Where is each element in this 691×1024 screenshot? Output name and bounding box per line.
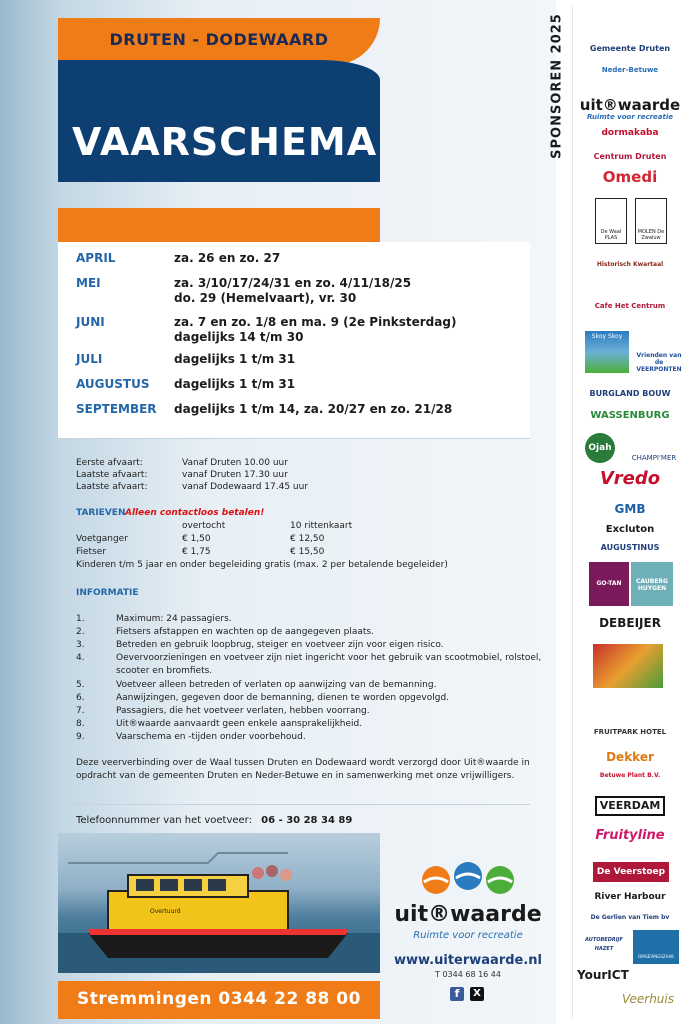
month-label: SEPTEMBER xyxy=(76,402,157,416)
sponsors-heading-wrap xyxy=(546,6,568,166)
info-number: 3. xyxy=(76,640,85,650)
sponsor-logo: Veerhuis xyxy=(621,992,674,1006)
sponsors-heading: SPONSOREN 2025 xyxy=(549,13,565,159)
info-text: Voetveer alleen betreden of verlaten op aanwijzing van de bemanning. xyxy=(116,680,437,690)
sponsor-logo: Omedi xyxy=(602,168,658,186)
month-dates: za. 26 en zo. 27 xyxy=(174,251,281,265)
sponsor-logo: DEBEIJER xyxy=(599,616,661,630)
schedule-header-bar xyxy=(58,208,380,242)
info-number: 6. xyxy=(76,693,85,703)
page-title: VAARSCHEMA xyxy=(72,120,378,164)
tariff-card: € 15,50 xyxy=(290,547,325,557)
info-text: Fietsers afstappen en wachten op de aangegeven plaats. xyxy=(116,627,374,637)
month-label: JULI xyxy=(76,352,103,366)
sponsor-logo: De Veerstoep xyxy=(593,862,669,882)
sponsor-logo: YourICT xyxy=(577,968,629,982)
title-panel xyxy=(58,60,380,182)
info-number: 1. xyxy=(76,614,85,624)
brand-waves-icon xyxy=(390,856,546,906)
sponsor-logo: Betuwe Plant B.V. xyxy=(599,772,661,779)
tariff-label: Voetganger xyxy=(76,534,128,544)
facebook-icon[interactable]: f xyxy=(450,987,464,1001)
tariffs-col-card: 10 rittenkaart xyxy=(290,521,353,531)
closure-banner xyxy=(58,981,380,1019)
tariff-single: € 1,75 xyxy=(182,547,211,557)
sponsor-logo: Vredo xyxy=(599,468,661,489)
info-number: 4. xyxy=(76,653,85,663)
brand-logo xyxy=(390,856,546,956)
info-number: 2. xyxy=(76,627,85,637)
sponsor-logo: GMB xyxy=(614,502,646,516)
departure-label: Laatste afvaart: xyxy=(76,470,148,480)
sponsor-logo: De Gerlien van Tiem bv xyxy=(590,914,670,921)
sponsor-logo: FRUITPARK HOTEL xyxy=(593,728,667,736)
info-text: Aanwijzingen, gegeven door de bemanning, dienen te worden opgevolgd. xyxy=(116,693,450,703)
tariff-single: € 1,50 xyxy=(182,534,211,544)
phone-number: 06 - 30 28 34 89 xyxy=(261,815,353,826)
month-dates: dagelijks 1 t/m 31 xyxy=(174,377,296,391)
sponsor-logo: Fruityline xyxy=(595,828,665,843)
brand-tagline: Ruimte voor recreatie xyxy=(413,930,523,941)
info-text: Passagiers, die het voetveer verlaten, hebben voorrang. xyxy=(116,706,370,716)
info-text: Maximum: 24 passagiers. xyxy=(116,614,232,624)
sponsor-logo: MOLEN De Zwaluw xyxy=(635,198,667,244)
divider xyxy=(58,804,530,805)
month-label: MEI xyxy=(76,276,101,290)
sponsor-logo: Vrienden van de VEERPONTEN xyxy=(636,352,682,373)
boat-name: Overtuurd xyxy=(150,908,181,915)
brand-website[interactable]: www.uiterwaarde.nl xyxy=(393,953,543,968)
brand-phone: T 0344 68 16 44 xyxy=(435,970,501,979)
sponsor-logo: Gemeente Druten xyxy=(589,44,671,53)
tariff-children: Kinderen t/m 5 jaar en onder begeleiding gratis (max. 2 per betalende begeleider) xyxy=(76,560,448,570)
sponsor-logo: dormakaba xyxy=(601,128,659,138)
month-label: JUNI xyxy=(76,315,105,329)
departure-label: Laatste afvaart: xyxy=(76,482,148,492)
fruit-image-icon xyxy=(593,644,663,688)
sponsor-logo: River Harbour xyxy=(594,892,666,902)
month-dates: za. 3/10/17/24/31 en zo. 4/11/18/25 xyxy=(174,276,412,290)
x-twitter-icon[interactable]: X xyxy=(470,987,484,1001)
schedule-panel xyxy=(58,242,530,438)
sponsor-logo: De Waal PLAS xyxy=(595,198,627,244)
sponsor-logo: VEERDAM xyxy=(595,796,665,816)
sponsor-column xyxy=(572,6,686,1018)
info-number: 9. xyxy=(76,732,85,742)
ferry-photo xyxy=(58,833,380,973)
info-number: 8. xyxy=(76,719,85,729)
sponsor-logo: Centrum Druten xyxy=(593,152,667,161)
sponsor-logo: WASSENBURG xyxy=(590,410,670,421)
sponsor-logo: Ruimte voor recreatie xyxy=(586,113,674,121)
location-title: DRUTEN - DODEWAARD xyxy=(109,30,329,49)
info-text-line2: scooter en bromfiets. xyxy=(116,666,213,676)
sponsor-logo: Cafe Het Centrum xyxy=(594,302,666,310)
tariffs-note: Alleen contactloos betalen! xyxy=(125,508,265,518)
month-dates-line2: dagelijks 14 t/m 30 xyxy=(174,330,304,344)
sponsor-logo: Dekker xyxy=(606,750,654,764)
info-text: Oevervoorzieningen en voetveer zijn niet ingericht voor het gebruik van scootmobiel, rolstoel, xyxy=(116,653,542,663)
sponsor-logo: OMGEVINGSZAAK xyxy=(633,930,679,964)
departure-value: vanaf Druten 17.30 uur xyxy=(182,470,288,480)
info-text: Betreden en gebruik loopbrug, steiger en voetveer zijn voor eigen risico. xyxy=(116,640,444,650)
location-banner xyxy=(58,18,380,65)
divider xyxy=(58,438,530,439)
info-footer: Deze veerverbinding over de Waal tussen Druten en Dodewaard wordt verzorgd door Uit®waarde in xyxy=(76,758,530,768)
month-label: AUGUSTUS xyxy=(76,377,150,391)
sponsor-logo: AUGUSTINUS xyxy=(600,543,660,552)
sponsor-logo: uit®waarde xyxy=(579,96,681,114)
info-number: 5. xyxy=(76,680,85,690)
departure-value: vanaf Dodewaard 17.45 uur xyxy=(182,482,309,492)
sponsor-logo: GO-TAN xyxy=(589,562,629,606)
phone-row xyxy=(76,815,352,826)
info-text: Vaarschema en -tijden onder voorbehoud. xyxy=(116,732,306,742)
month-dates-line2: do. 29 (Hemelvaart), vr. 30 xyxy=(174,291,357,305)
sponsor-logo: Skoy Skoy xyxy=(585,331,629,373)
tariff-label: Fietser xyxy=(76,547,107,557)
phone-label: Telefoonnummer van het voetveer: xyxy=(76,815,252,826)
info-heading: INFORMATIE xyxy=(76,588,139,598)
tariff-card: € 12,50 xyxy=(290,534,325,544)
sponsor-logo: BURGLAND BOUW xyxy=(589,389,671,398)
sponsor-logo: AUTOBEDRIJF HAZET xyxy=(585,937,623,952)
brand-name: uit®waarde xyxy=(394,902,542,927)
month-dates: dagelijks 1 t/m 14, za. 20/27 en zo. 21/28 xyxy=(174,402,453,416)
tariffs-col-single: overtocht xyxy=(182,521,226,531)
info-text: Uit®waarde aanvaardt geen enkele aansprakelijkheid. xyxy=(116,719,363,729)
sponsor-logo: Neder-Betuwe xyxy=(601,66,659,74)
sponsor-logo: CAUBERG HUYGEN xyxy=(631,562,673,606)
sponsor-logo: Historisch Kwartaal xyxy=(596,261,664,268)
info-section xyxy=(58,450,542,820)
departure-value: Vanaf Druten 10.00 uur xyxy=(182,458,288,468)
sponsor-logo: Ojah xyxy=(585,433,615,463)
month-dates: za. 7 en zo. 1/8 en ma. 9 (2e Pinksterdag) xyxy=(174,315,457,329)
info-footer-line2: opdracht van de gemeenten Druten en Neder-Betuwe en in samenwerking met onze vrijwilligers. xyxy=(76,771,515,781)
sponsor-logo: Excluton xyxy=(605,524,655,535)
month-label: APRIL xyxy=(76,251,116,265)
sponsor-logo: CHAMPI'MER xyxy=(631,454,677,462)
tariffs-heading: TARIEVEN xyxy=(76,508,126,518)
month-dates: dagelijks 1 t/m 31 xyxy=(174,352,296,366)
info-number: 7. xyxy=(76,706,85,716)
departure-label: Eerste afvaart: xyxy=(76,458,143,468)
ferry-illustration xyxy=(58,833,380,973)
closure-phone: Stremmingen 0344 22 88 00 xyxy=(77,989,361,1009)
